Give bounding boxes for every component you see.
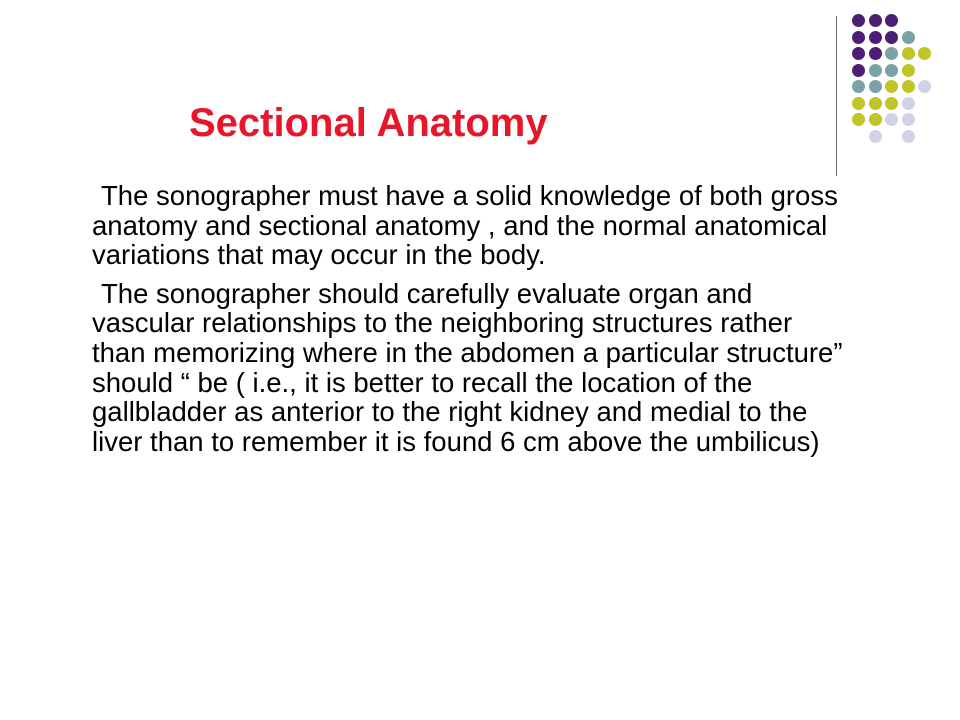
decorative-dot <box>885 14 898 27</box>
decorative-dot <box>852 14 865 27</box>
decorative-dot <box>869 47 882 60</box>
decorative-dot <box>902 64 915 77</box>
decorative-dot <box>918 80 931 93</box>
decorative-dot <box>852 113 865 126</box>
decorative-dot <box>902 31 915 44</box>
decorative-dot <box>869 97 882 110</box>
slide-title: Sectional Anatomy <box>189 101 548 145</box>
decorative-dot <box>885 31 898 44</box>
slide-body <box>92 181 852 465</box>
decorative-dot <box>852 80 865 93</box>
decorative-dot <box>885 47 898 60</box>
body-paragraph: The sonographer should carefully evaluate organ and vascular relationships to the neighboring structures rather than memorizing where in the abdomen a particular structure” should “ be ( i.e., it is better to recall the location of the gallbladder as anterior to the right kidney and medial to the liver than to remember it is found 6 cm above the umbilicus) <box>92 277 843 457</box>
vertical-divider-line <box>836 16 837 176</box>
decorative-dot <box>885 64 898 77</box>
decorative-dot <box>869 64 882 77</box>
decorative-dot <box>885 97 898 110</box>
decorative-dot <box>902 130 915 143</box>
decorative-dot <box>852 97 865 110</box>
decorative-dot <box>902 47 915 60</box>
decorative-dot <box>852 64 865 77</box>
decorative-dot <box>852 31 865 44</box>
decorative-dot <box>918 47 931 60</box>
decorative-dot <box>902 113 915 126</box>
decorative-dot <box>852 47 865 60</box>
decorative-dot <box>869 31 882 44</box>
decorative-dot <box>869 113 882 126</box>
decorative-dot <box>885 80 898 93</box>
decorative-dot <box>869 80 882 93</box>
decorative-dot <box>885 113 898 126</box>
decorative-dot <box>869 130 882 143</box>
decorative-dot <box>902 80 915 93</box>
body-paragraph: The sonographer must have a solid knowledge of both gross anatomy and sectional anatomy , and the normal anatomical variations that may occur in the body. <box>92 180 838 271</box>
decorative-dot <box>902 97 915 110</box>
decorative-dot <box>869 14 882 27</box>
decorative-dot-grid <box>852 14 932 154</box>
